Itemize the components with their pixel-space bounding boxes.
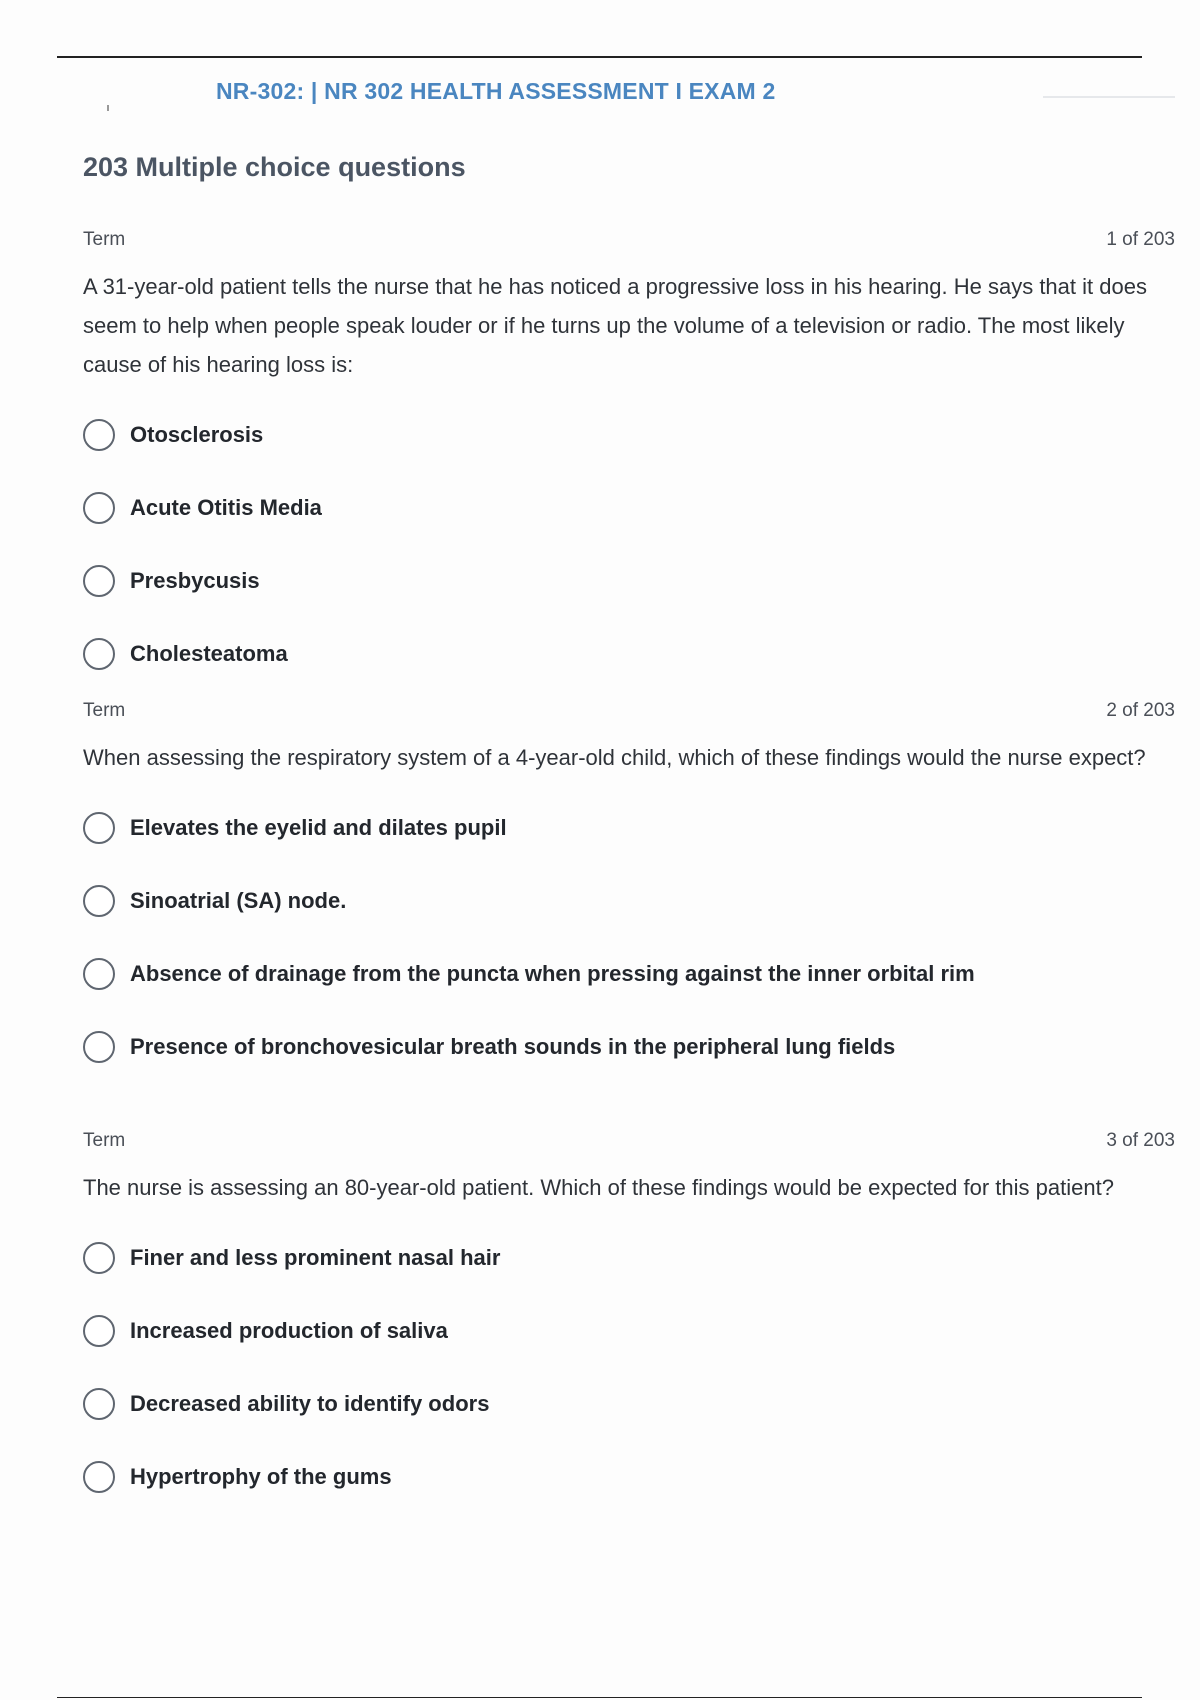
radio-button-icon[interactable] — [83, 565, 115, 597]
radio-button-icon[interactable] — [83, 638, 115, 670]
answer-option[interactable] — [83, 1221, 1175, 1294]
answer-option[interactable] — [83, 791, 1175, 864]
radio-button-icon[interactable] — [83, 1031, 115, 1063]
question-text: The nurse is assessing an 80-year-old patient. Which of these findings would be expected for this patient? — [83, 1175, 1114, 1200]
term-header — [83, 700, 1175, 724]
answer-option[interactable] — [83, 398, 1175, 471]
answer-option[interactable] — [83, 864, 1175, 937]
term-header — [83, 229, 1175, 253]
answer-option[interactable] — [83, 1440, 1175, 1513]
answer-option[interactable] — [83, 544, 1175, 617]
radio-button-icon[interactable] — [83, 419, 115, 451]
answer-option-label: Sinoatrial (SA) node. — [130, 887, 347, 913]
term-counter: 2 of 203 — [1106, 700, 1175, 721]
stray-mark — [107, 105, 109, 111]
answer-options — [83, 398, 1175, 690]
radio-button-icon[interactable] — [83, 1461, 115, 1493]
answer-option[interactable] — [83, 1294, 1175, 1367]
term-counter: 3 of 203 — [1106, 1130, 1175, 1151]
bottom-divider — [57, 1697, 1142, 1698]
answer-option-label: Finer and less prominent nasal hair — [130, 1244, 501, 1270]
radio-button-icon[interactable] — [83, 885, 115, 917]
term-label: Term — [83, 700, 126, 721]
term-card-3 — [83, 1130, 1175, 1513]
term-card-2 — [83, 700, 1175, 1083]
term-counter: 1 of 203 — [1106, 229, 1175, 250]
term-label: Term — [83, 1130, 126, 1151]
question-text: A 31-year-old patient tells the nurse that he has noticed a progressive loss in his hearing. He says that it does seem to help when people speak louder or if he turns up the volume of a television or radio. The most likely cause of his hearing loss is: — [83, 274, 1147, 377]
question-text: When assessing the respiratory system of a 4-year-old child, which of these findings would the nurse expect? — [83, 745, 1146, 770]
radio-button-icon[interactable] — [83, 1315, 115, 1347]
answer-option[interactable] — [83, 1367, 1175, 1440]
answer-option-label: Cholesteatoma — [130, 640, 288, 666]
answer-option-label: Presbycusis — [130, 567, 260, 593]
set-heading: 203 Multiple choice questions — [83, 152, 466, 182]
top-divider — [57, 56, 1142, 58]
document-title: NR-302: | NR 302 HEALTH ASSESSMENT I EXAM 2 — [216, 78, 776, 104]
radio-button-icon[interactable] — [83, 812, 115, 844]
answer-option-label: Otosclerosis — [130, 421, 264, 447]
term-card-1 — [83, 229, 1175, 690]
answer-option[interactable] — [83, 1010, 1175, 1083]
radio-button-icon[interactable] — [83, 1242, 115, 1274]
header-faint-divider — [1043, 96, 1175, 98]
answer-option-label: Decreased ability to identify odors — [130, 1390, 490, 1416]
answer-option[interactable] — [83, 471, 1175, 544]
answer-option[interactable] — [83, 617, 1175, 690]
radio-button-icon[interactable] — [83, 492, 115, 524]
answer-option-label: Presence of bronchovesicular breath sounds in the peripheral lung fields — [130, 1033, 896, 1059]
answer-options — [83, 1221, 1175, 1513]
answer-options — [83, 791, 1175, 1083]
answer-option[interactable] — [83, 937, 1175, 1010]
term-label: Term — [83, 229, 126, 250]
term-header — [83, 1130, 1175, 1154]
answer-option-label: Hypertrophy of the gums — [130, 1463, 392, 1489]
radio-button-icon[interactable] — [83, 1388, 115, 1420]
answer-option-label: Increased production of saliva — [130, 1317, 448, 1343]
answer-option-label: Elevates the eyelid and dilates pupil — [130, 814, 507, 840]
answer-option-label: Absence of drainage from the puncta when pressing against the inner orbital rim — [130, 960, 975, 986]
radio-button-icon[interactable] — [83, 958, 115, 990]
answer-option-label: Acute Otitis Media — [130, 494, 322, 520]
